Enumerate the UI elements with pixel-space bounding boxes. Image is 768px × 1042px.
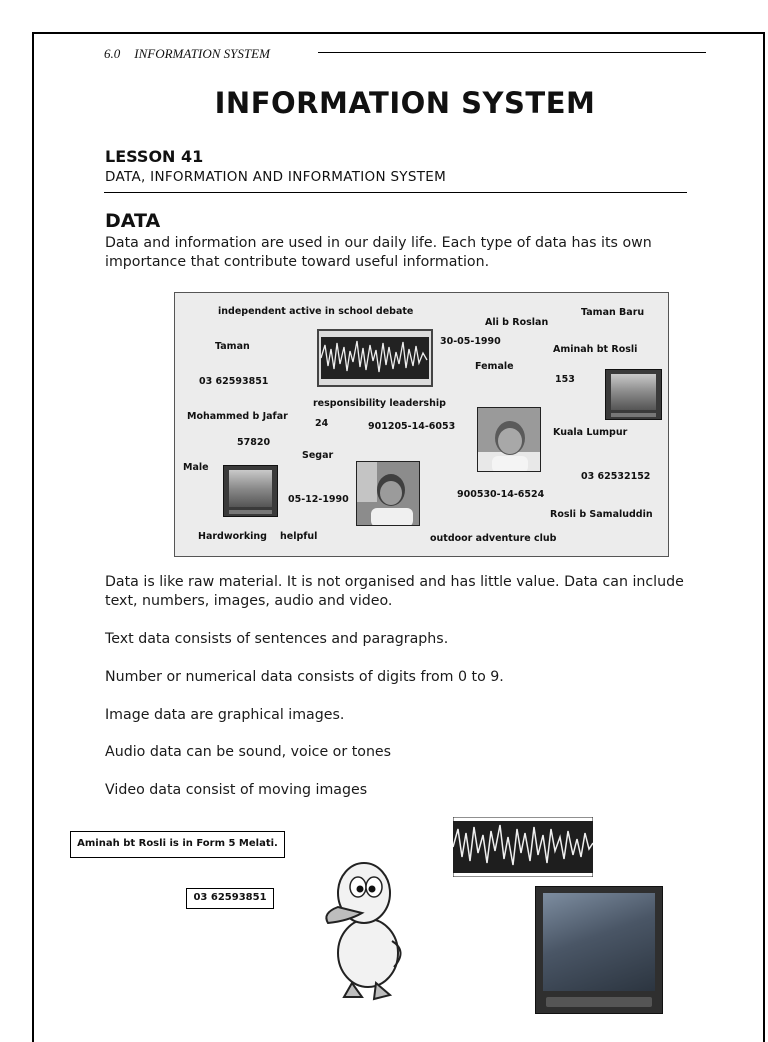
video-monitor-image [535, 886, 663, 1014]
lesson-rule [104, 192, 687, 193]
collage-label: outdoor adventure club [430, 533, 557, 544]
video-monitor-image [605, 369, 662, 420]
duck-cartoon-image [318, 855, 408, 1005]
section-title: INFORMATION SYSTEM [134, 46, 270, 61]
paragraph: Number or numerical data consists of digits from 0 to 9. [105, 669, 504, 685]
collage-label: Mohammed b Jafar [187, 411, 288, 422]
data-heading: DATA [105, 210, 161, 232]
collage-label: Hardworking [198, 531, 267, 542]
collage-label: responsibility leadership [313, 398, 446, 409]
audio-waveform-image [453, 817, 593, 877]
collage-label: independent active in school debate [218, 306, 414, 317]
collage-label: 05-12-1990 [288, 494, 349, 505]
collage-label: Male [183, 462, 209, 473]
paragraph: Video data consist of moving images [105, 782, 368, 798]
paragraph: Image data are graphical images. [105, 707, 345, 723]
collage-label: Ali b Roslan [485, 317, 549, 328]
collage-label: Rosli b Samaluddin [550, 509, 653, 520]
audio-waveform-image [317, 329, 433, 387]
student-photo [477, 407, 541, 472]
collage-label: Kuala Lumpur [553, 427, 628, 438]
collage-label: 30-05-1990 [440, 336, 501, 347]
number-data-example: 03 62593851 [186, 888, 274, 909]
running-header [104, 46, 270, 62]
video-monitor-image [223, 465, 278, 517]
collage-label: Aminah bt Rosli [553, 344, 638, 355]
lesson-label: LESSON 41 [105, 147, 204, 166]
collage-label: Taman Baru [581, 307, 645, 318]
collage-label: 24 [315, 418, 329, 429]
lesson-subtitle: DATA, INFORMATION AND INFORMATION SYSTEM [105, 169, 447, 185]
header-rule [318, 52, 706, 53]
paragraph: Text data consists of sentences and paragraphs. [105, 631, 449, 647]
collage-label: Taman [215, 341, 250, 352]
text-data-example: Aminah bt Rosli is in Form 5 Melati. [70, 831, 285, 858]
collage-label: 900530-14-6524 [457, 489, 545, 500]
collage-label: 153 [555, 374, 575, 385]
collage-label: Female [475, 361, 514, 372]
collage-label: 57820 [237, 437, 271, 448]
collage-label: 901205-14-6053 [368, 421, 456, 432]
student-photo [356, 461, 420, 526]
data-intro: Data and information are used in our daily life. Each type of data has its own importance that contribute toward useful information. [105, 235, 652, 270]
section-number: 6.0 [104, 46, 121, 61]
page-title: INFORMATION SYSTEM [214, 86, 596, 120]
video-screen [543, 893, 655, 991]
collage-label: 03 62593851 [199, 376, 269, 387]
collage-label: Segar [302, 450, 334, 461]
collage-label: 03 62532152 [581, 471, 651, 482]
paragraph: Data is like raw material. It is not organised and has little value. Data can include text, numbers, images, audio and video. [105, 574, 684, 609]
video-controls [546, 997, 652, 1007]
paragraph: Audio data can be sound, voice or tones [105, 744, 392, 760]
data-collage-figure [174, 292, 669, 557]
collage-label: helpful [280, 531, 318, 542]
